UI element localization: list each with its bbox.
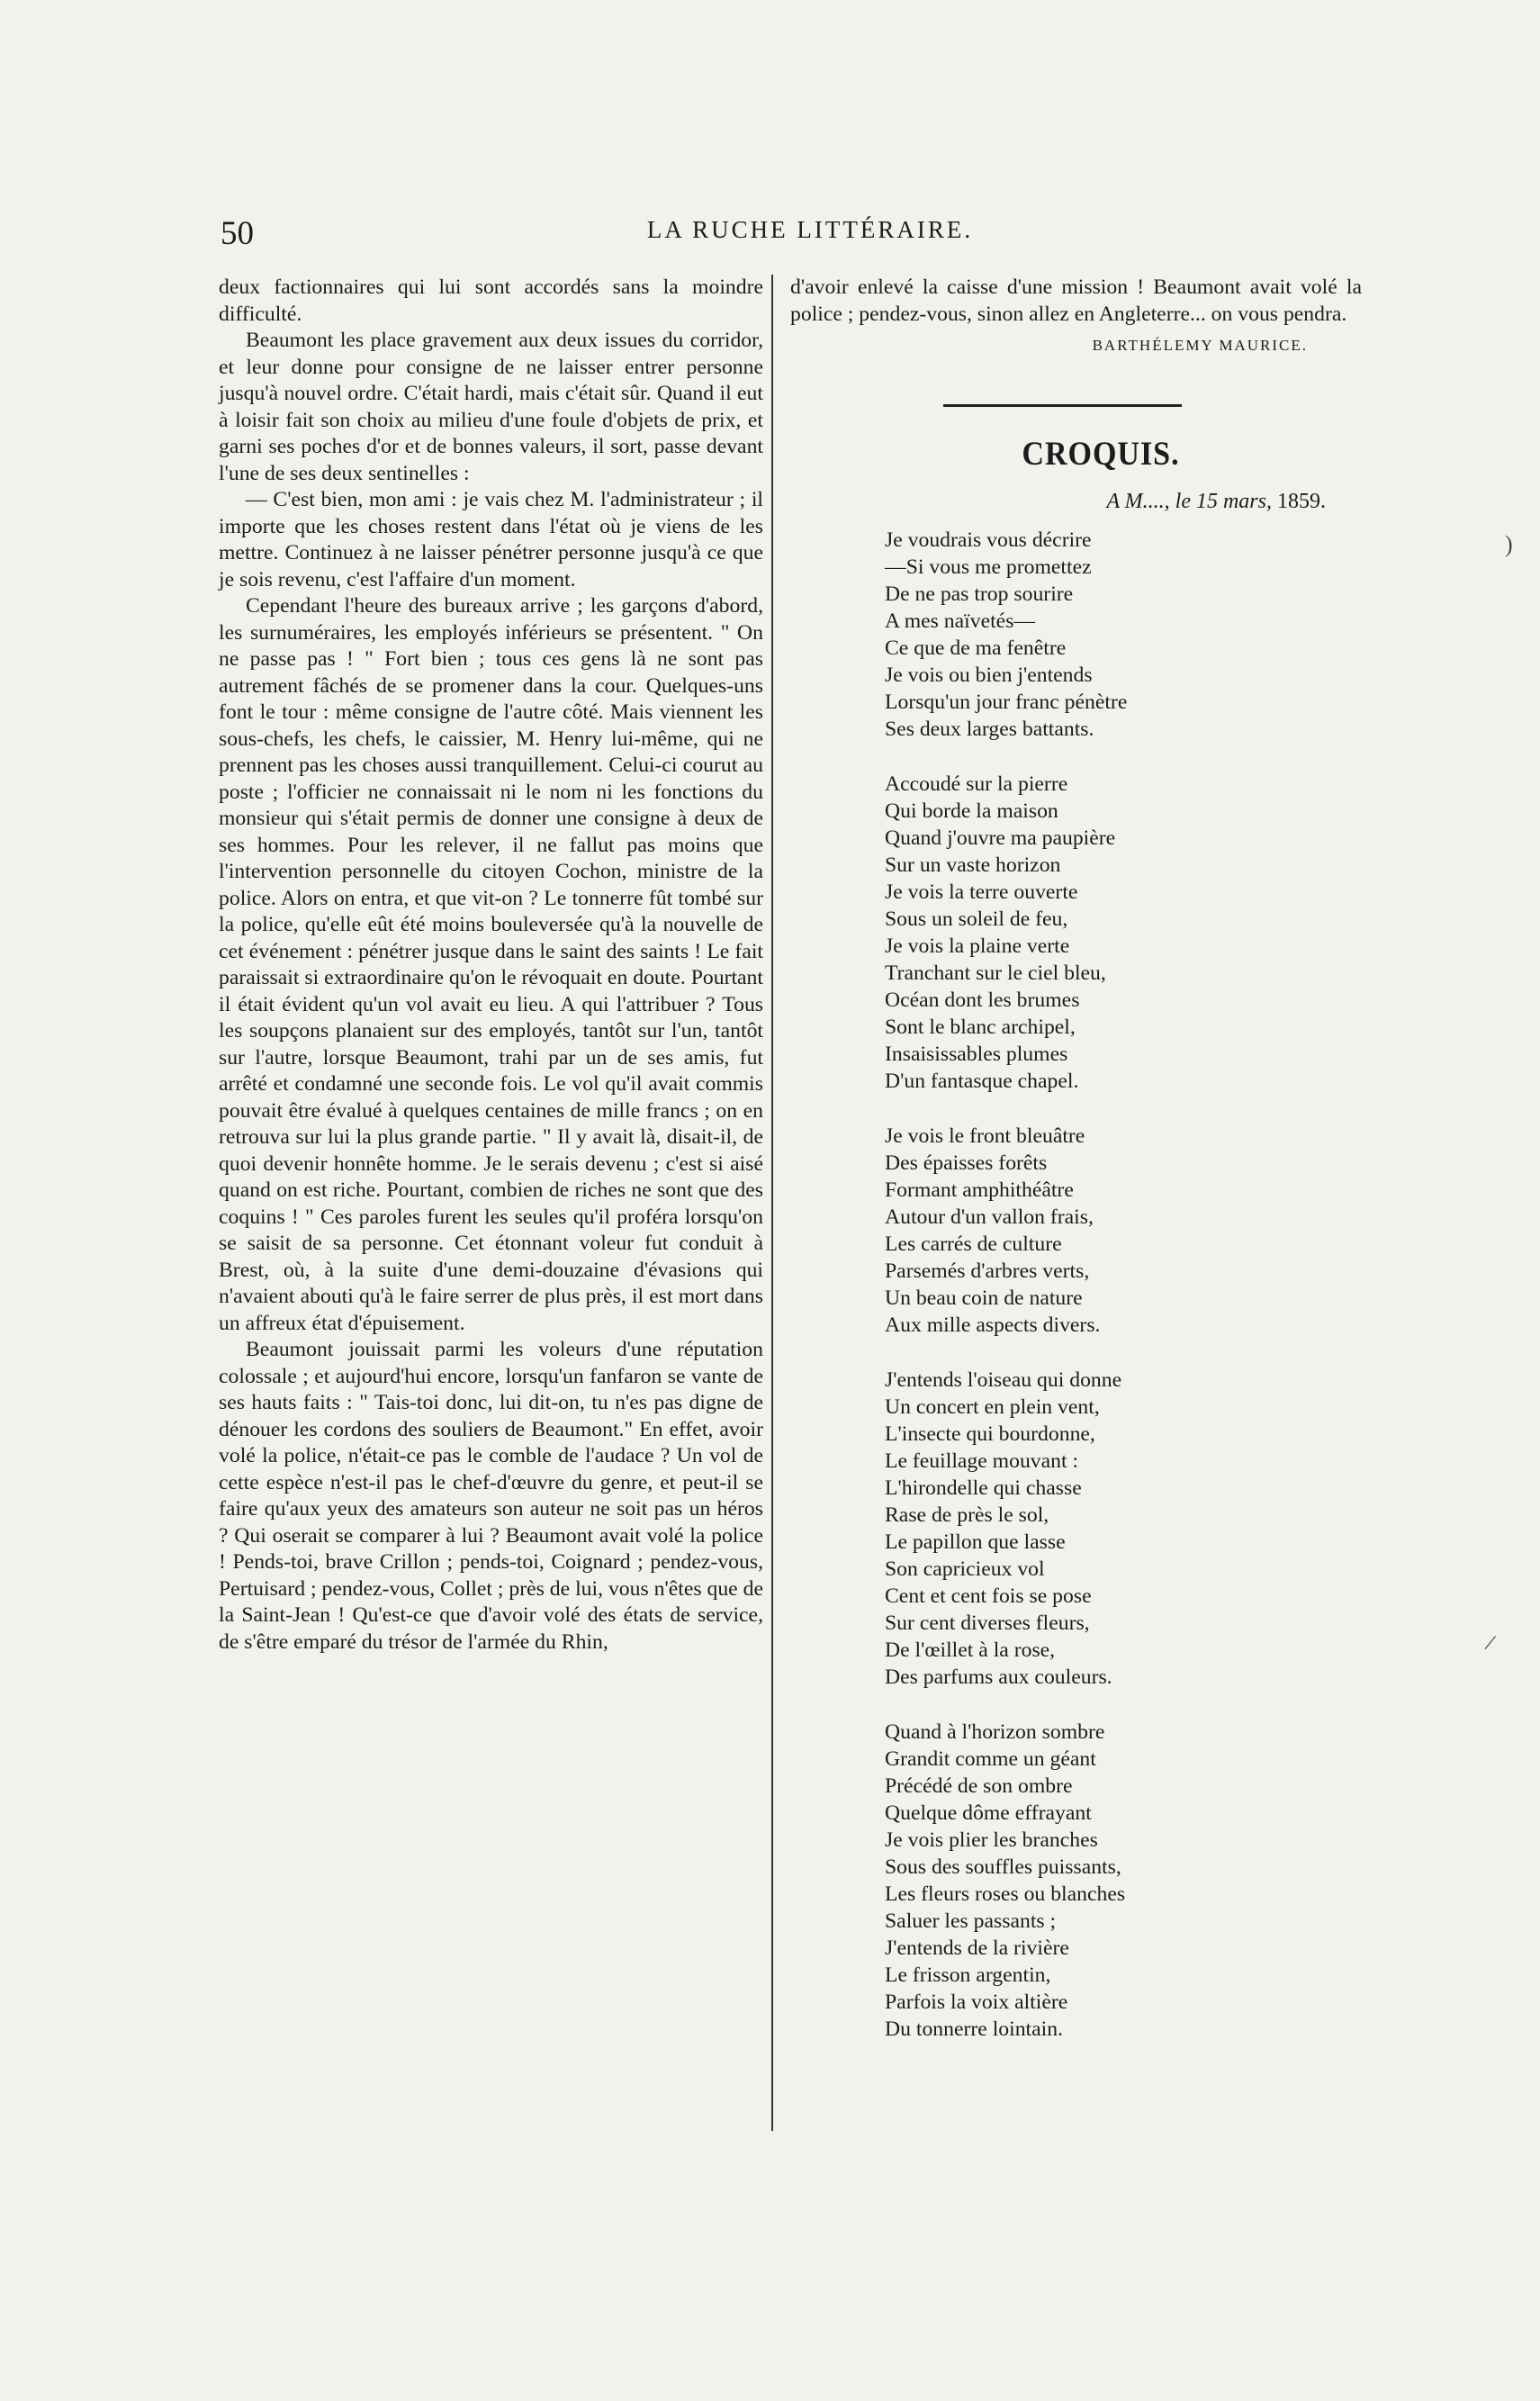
poem-line: J'entends l'oiseau qui donne [885,1368,1122,1392]
poem-line: Sous des souffles puissants, [885,1855,1121,1879]
paragraph: deux factionnaires qui lui sont accordés sans la moindre difficulté. [219,275,763,326]
poem-line: Ce que de ma fenêtre [885,636,1067,660]
poem-line: Le frisson argentin, [885,1963,1051,1987]
poem-line: Le feuillage mouvant : [885,1449,1079,1473]
poem-line: Autour d'un vallon frais, [885,1205,1094,1229]
section-rule [943,404,1182,407]
poem-line: Cent et cent fois se pose [885,1584,1092,1608]
column-divider [771,275,773,2131]
paragraph: Beaumont les place gravement aux deux issues du corridor, et leur donne pour consigne de ne laisser entrer personne jusqu'à nouvel ordre. C'était hardi, mais c'était sûr. Quand il eut à loisir fait son choix au milieu d'une foule d'objets de prix, et garni ses poches d'or et de bonnes valeurs, il sort, passe devant l'une de ses deux sentinelles : [219,329,763,485]
paragraph: Cependant l'heure des bureaux arrive ; les garçons d'abord, les surnuméraires, les employés inférieurs se présentent. " On ne passe pas ! " Fort bien ; tous ces gens là ne sont pas autrement fâchés de se promener dans la cour. Quelques-uns font le tour : même consigne de l'autre côté. Mais viennent les sous-chefs, les chefs, le caissier, M. Henry lui-même, qui ne prennent pas les choses aussi tranquillement. Celui-ci courut au poste ; l'officier ne connaissait ni le nom ni les fonctions du monsieur qui s'était permis de donner une consigne à deux de ses hommes. Pour les relever, il ne fallut pas moins que l'intervention personnelle du citoyen Cochon, ministre de la police. Alors on entra, et que vit-on ? Le tonnerre fût tombé sur la police, qu'elle eût été moins bouleversée qu'à la nouvelle de cet événement : pénétrer jusque dans le saint des saints ! Le fait paraissait si extraordinaire qu'on le révoquait en doute. Pourtant il était évident qu'un vol avait eu lieu. A qui l'attribuer ? Tous les soupçons planaient sur des employés, tantôt sur l'un, tantôt sur l'autre, lorsque Beaumont, trahi par un de ses amis, fut arrêté et condamné une seconde fois. Le vol qu'il avait commis pouvait être évalué à quelques centaines de mille francs ; on en retrouva sur lui la plus grande partie. " Il y avait là, disait-il, de quoi devenir honnête homme. Je le serais devenu ; c'est si aisé quand on est riche. Pourtant, combien de riches ne sont que des coquins ! " Ces paroles furent les seules qu'il proféra lorsqu'on se saisit de sa personne. Cet étonnant voleur fut conduit à Brest, où, à la suite d'une demi-douzaine d'évasions qui n'avaient abouti qu'à le faire serrer de plus près, il est mort dans un affreux état d'épuisement. [219,594,763,1335]
poem-line: Sont le blanc archipel, [885,1015,1076,1039]
poem-line: —Si vous me promettez [885,555,1092,579]
poem-line: Accoudé sur la pierre [885,772,1068,796]
poem-line: Précédé de son ombre [885,1774,1073,1798]
poem-line: Formant amphithéâtre [885,1178,1074,1202]
paragraph: Beaumont jouissait parmi les voleurs d'une réputation colossale ; et aujourd'hui encore, lorsqu'un fanfaron se vante de ses hauts faits : " Tais-toi donc, lui dit-on, tu n'es pas digne de dénouer les cordons des souliers de Beaumont." En effet, avoir volé la police, n'était-ce pas le comble de l'audace ? Un vol de cette espèce n'est-il pas le chef-d'œuvre du genre, et peut-il se faire qu'aux yeux des amateurs son auteur ne soit pas un héros ? Qui oserait se comparer à lui ? Beaumont avait volé la police ! Pends-toi, brave Crillon ; pends-toi, Coignard ; pendez-vous, Pertuisard ; pendez-vous, Collet ; près de lui, vous n'êtes que de la Saint-Jean ! Qu'est-ce que d'avoir volé des états de service, de s'être emparé du trésor de l'armée du Rhin, [219,1338,763,1654]
paragraph: — C'est bien, mon ami : je vais chez M. l'administrateur ; il importe que les choses restent dans l'état où je viens de les mettre. Continuez à ne laisser pénétrer personne jusqu'à ce que je sois revenu, c'est l'affaire d'un moment. [219,488,763,591]
right-column [790,275,1362,2043]
poem-line: Je vois ou bien j'entends [885,663,1093,687]
poem-line: A mes naïvetés— [885,609,1036,633]
poem-line: Océan dont les brumes [885,988,1080,1012]
poem-line: Je vois plier les branches [885,1828,1098,1852]
margin-mark: / [1482,1629,1499,1656]
poem-line: De ne pas trop sourire [885,582,1074,606]
poem-line: De l'œillet à la rose, [885,1638,1056,1662]
poem-line: Des parfums aux couleurs. [885,1665,1112,1689]
poem-line: L'insecte qui bourdonne, [885,1422,1095,1446]
poem-line: Un beau coin de nature [885,1286,1083,1310]
prose-continuation: d'avoir enlevé la caisse d'une mission ! Beaumont avait volé la police ; pendez-vous, sinon allez en Angleterre... on vous pendra. [790,275,1362,326]
poem-line: Je vois la plaine verte [885,934,1070,958]
poem-line: Sur un vaste horizon [885,853,1061,877]
poem-line: Insaisissables plumes [885,1043,1068,1066]
poem-stanza [885,1123,1362,1339]
poem-line: Qui borde la maison [885,799,1058,823]
poem-line: Je vois la terre ouverte [885,880,1078,904]
poem-line: Les fleurs roses ou blanches [885,1882,1126,1906]
margin-mark: ) [1505,531,1513,557]
poem-line: Quelque dôme effrayant [885,1801,1092,1825]
poem-line: Sur cent diverses fleurs, [885,1611,1090,1635]
poem-body [790,527,1362,2043]
page-header [221,214,1337,250]
poem-line: Saluer les passants ; [885,1909,1057,1933]
poem-line: Un concert en plein vent, [885,1395,1100,1419]
poem-line: Grandit comme un géant [885,1747,1096,1771]
poem-line: Sous un soleil de feu, [885,907,1068,931]
poem-line: Parsemés d'arbres verts, [885,1259,1090,1283]
poem-line: Du tonnerre lointain. [885,2017,1064,2041]
poem-line: J'entends de la rivière [885,1936,1069,1960]
poem-title: CROQUIS. [1022,436,1180,473]
poem-stanza [885,1367,1362,1691]
dedication-year: 1859. [1277,490,1326,513]
poem-line: D'un fantasque chapel. [885,1070,1079,1093]
poem-line: Lorsqu'un jour franc pénètre [885,691,1128,714]
running-title: LA RUCHE LITTÉRAIRE. [646,216,974,243]
poem-line: L'hirondelle qui chasse [885,1476,1082,1500]
poem-line: Son capricieux vol [885,1557,1045,1581]
poem-line: Le papillon que lasse [885,1530,1066,1554]
poem-line: Des épaisses forêts [885,1151,1048,1175]
poem-line: Quand j'ouvre ma paupière [885,826,1116,850]
left-column-text [219,275,763,1656]
poem-line: Parfois la voix altière [885,1990,1068,2014]
poem-dedication [790,490,1362,514]
poem-line: Tranchant sur le ciel bleu, [885,961,1106,985]
poem-line: Les carrés de culture [885,1232,1062,1256]
poem-line: Ses deux larges battants. [885,718,1094,741]
poem-line: Rase de près le sol, [885,1503,1049,1527]
poem-line: Je voudrais vous décrire [885,528,1092,552]
dedication-text: A M...., le 15 mars, [1106,490,1272,513]
author-signature: BARTHÉLEMY MAURICE. [1092,337,1308,354]
page-number: 50 [221,215,254,252]
poem-stanza [885,527,1362,743]
poem-stanza [885,1719,1362,2043]
poem-line: Aux mille aspects divers. [885,1313,1101,1337]
left-column [219,275,763,1656]
poem-line: Je vois le front bleuâtre [885,1124,1085,1148]
poem-line: Quand à l'horizon sombre [885,1720,1105,1744]
poem-stanza [885,771,1362,1095]
